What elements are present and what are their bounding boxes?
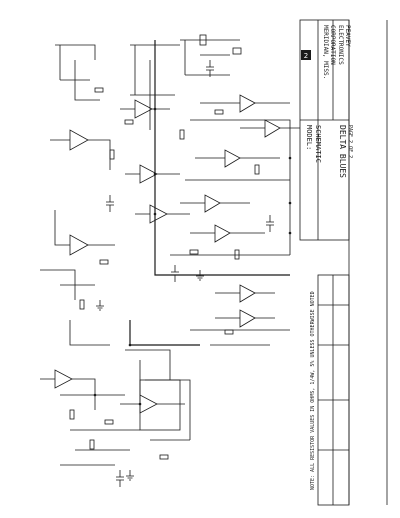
title-line-1: SCHEMATIC bbox=[314, 125, 322, 163]
company-line-2: ELECTRONICS bbox=[337, 25, 344, 65]
sheet-marker bbox=[301, 50, 311, 60]
company-line-4: MERIDIAN, MISS. bbox=[322, 25, 329, 80]
revision-block bbox=[318, 275, 349, 505]
svg-text:2: 2 bbox=[303, 52, 309, 60]
bottom-note: NOTE: ALL RESISTOR VALUES IN OHMS, 1/4W, 5% UNLESS OTHERWISE NOTED bbox=[310, 291, 316, 490]
company-line-3: CORPORATION bbox=[329, 25, 336, 65]
title-line-2: MODEL: bbox=[305, 125, 313, 151]
model-name: DELTA BLUES bbox=[338, 125, 347, 178]
company-line-1: PEAVEY bbox=[344, 25, 351, 47]
schematic-circuitry bbox=[40, 35, 300, 487]
page-note: PAGE 2 OF 2 bbox=[347, 125, 353, 159]
